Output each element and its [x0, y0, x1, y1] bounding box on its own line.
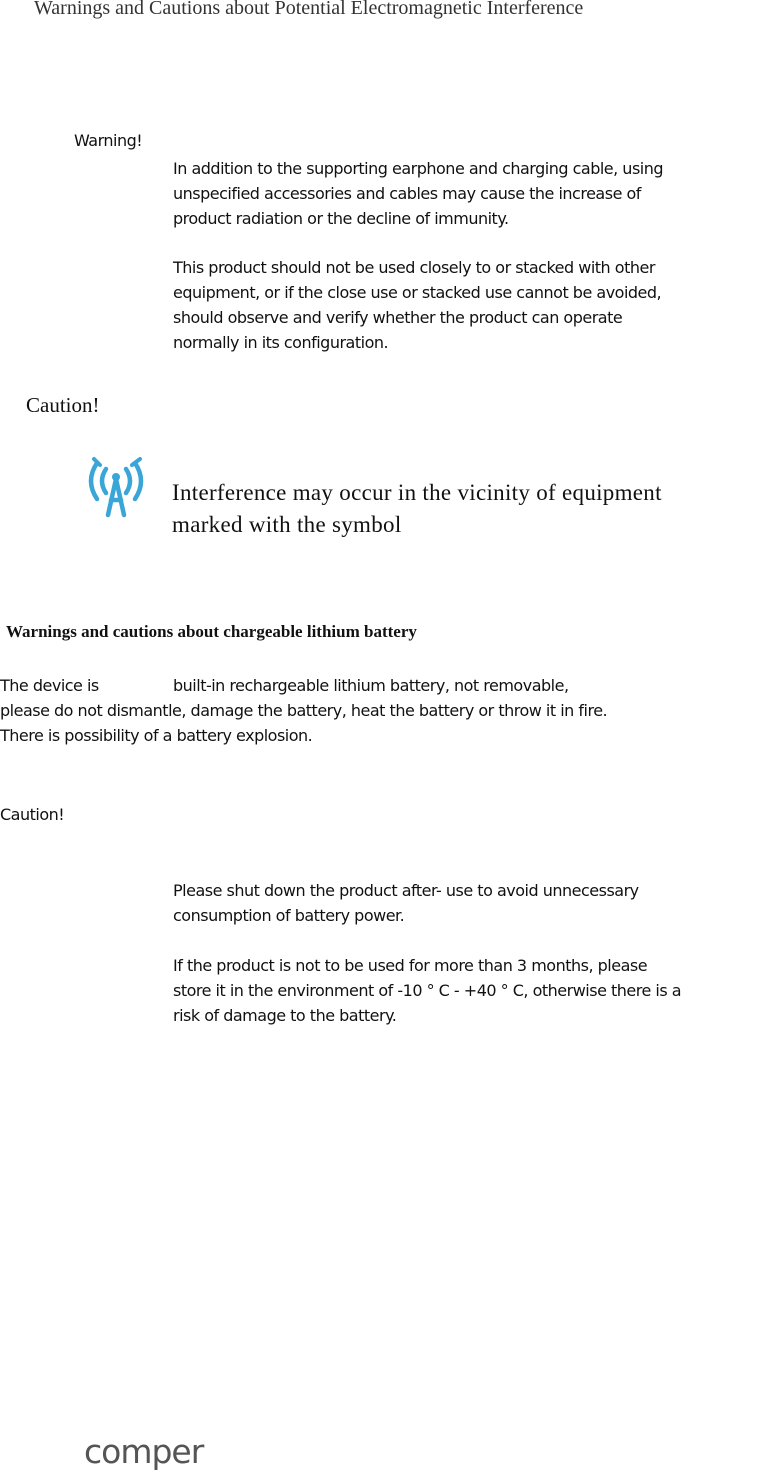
caution2-paragraph-2: [173, 953, 681, 1028]
battery-section-title: Warnings and cautions about chargeable lithium battery: [6, 622, 417, 641]
caution2-paragraph-1: [173, 878, 639, 928]
text-line: risk of damage to the battery.: [173, 1006, 397, 1025]
interference-note: [172, 477, 662, 541]
text-line: Interference may occur in the vicinity of equipment: [172, 480, 662, 505]
warning-label: Warning!: [74, 131, 143, 150]
radio-antenna-icon: [84, 455, 148, 519]
battery-line-2: please do not dismantle, damage the battery, heat the battery or throw it in fire.: [0, 701, 608, 720]
text-line: This product should not be used closely to or stacked with other: [173, 258, 655, 277]
caution-label: Caution!: [26, 393, 100, 417]
text-line: consumption of battery power.: [173, 906, 405, 925]
page-header-title: Warnings and Cautions about Potential Electromagnetic Interference: [34, 0, 584, 19]
battery-line-3: There is possibility of a battery explosion.: [0, 726, 313, 745]
battery-line-1a: The device is: [0, 676, 99, 695]
text-line: In addition to the supporting earphone and charging cable, using: [173, 159, 664, 178]
text-line: If the product is not to be used for more than 3 months, please: [173, 956, 648, 975]
text-line: should observe and verify whether the product can operate: [173, 308, 623, 327]
battery-line-1b: built-in rechargeable lithium battery, not removable,: [173, 676, 569, 695]
text-line: normally in its configuration.: [173, 333, 389, 352]
text-line: Please shut down the product after- use to avoid unnecessary: [173, 881, 639, 900]
caution-label-2: Caution!: [0, 805, 65, 824]
text-line: store it in the environment of -10 ° C - +40 ° C, otherwise there is a: [173, 981, 682, 1000]
brand-logo: comper: [84, 1432, 204, 1471]
text-line: equipment, or if the close use or stacked use cannot be avoided,: [173, 283, 662, 302]
warning-paragraph-1: [173, 156, 663, 231]
text-line: marked with the symbol: [172, 512, 402, 537]
warning-paragraph-2: [173, 255, 661, 355]
text-line: product radiation or the decline of immunity.: [173, 209, 509, 228]
text-line: unspecified accessories and cables may cause the increase of: [173, 184, 641, 203]
